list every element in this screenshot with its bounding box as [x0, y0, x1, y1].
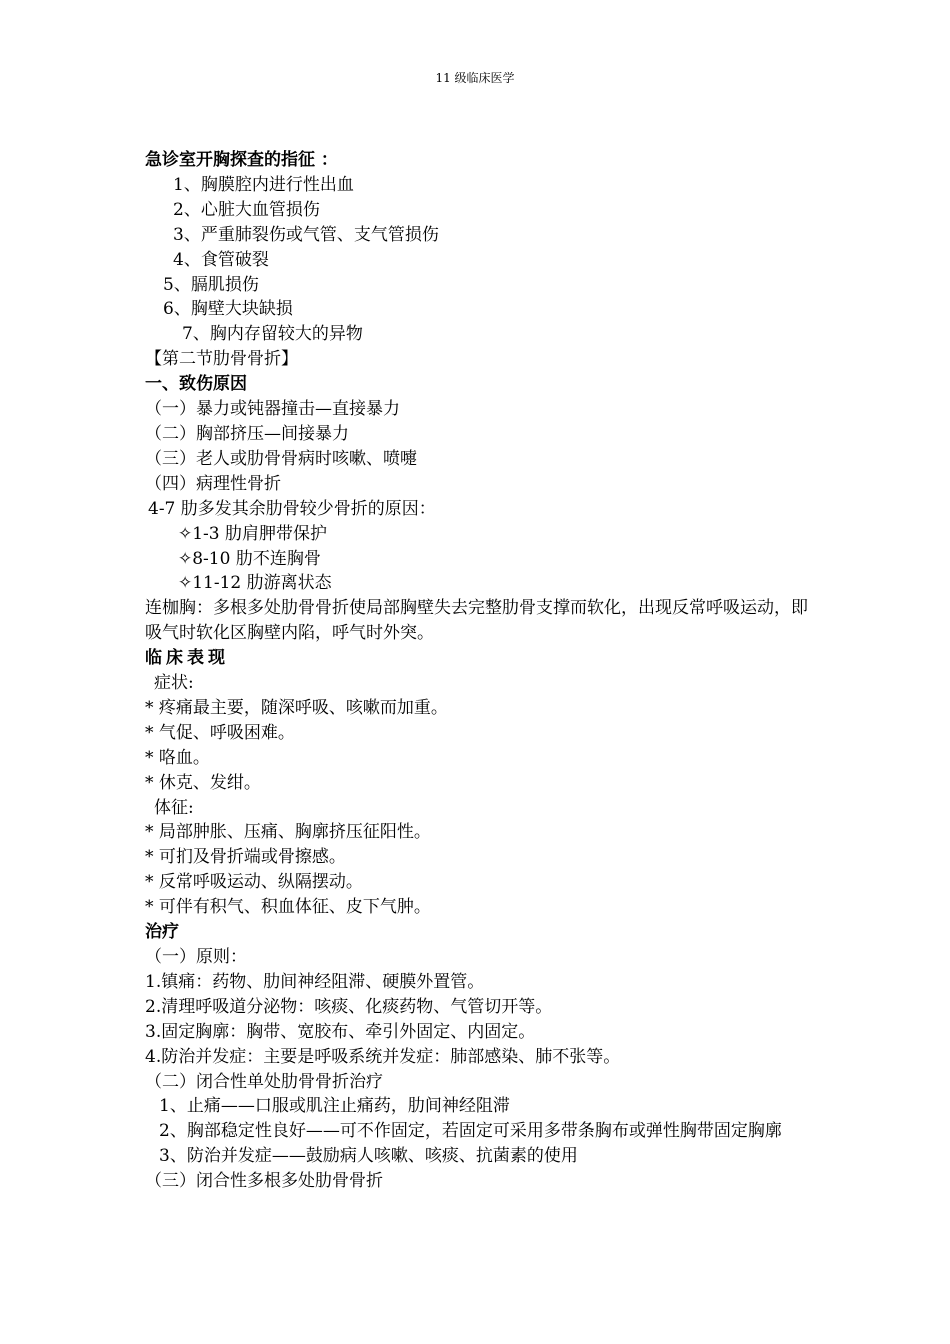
text-line: * 气促、呼吸困难。: [145, 722, 295, 743]
text-line: 1、胸膜腔内进行性出血: [173, 174, 354, 195]
section-heading: 治疗: [145, 922, 179, 943]
section-heading: 一、致伤原因: [145, 374, 247, 395]
text-line: * 咯血。: [145, 747, 210, 768]
text-line: * 局部肿胀、压痛、胸廓挤压征阳性。: [145, 822, 431, 843]
text-line: * 可扪及骨折端或骨擦感。: [145, 847, 346, 868]
text-line: ✧11-12 肋游离状态: [178, 573, 332, 594]
text-line: （一）暴力或钝器撞击—直接暴力: [145, 399, 400, 420]
text-line: 1、止痛——口服或肌注止痛药，肋间神经阻滞: [159, 1096, 510, 1117]
text-line: 7、胸内存留较大的异物: [182, 324, 363, 345]
text-line: ✧8-10 肋不连胸骨: [178, 548, 321, 569]
text-line: 【第二节肋骨骨折】: [145, 349, 298, 370]
text-line: （二）胸部挤压—间接暴力: [145, 423, 349, 444]
text-line: * 休克、发绀。: [145, 772, 261, 793]
text-line: 3.固定胸廓：胸带、宽胶布、牵引外固定、内固定。: [145, 1021, 536, 1042]
text-line: * 可伴有积气、积血体征、皮下气肿。: [145, 897, 431, 918]
section-heading: 临床表现: [145, 648, 229, 669]
text-line: （三）闭合性多根多处肋骨骨折: [145, 1171, 383, 1192]
text-line: （四）病理性骨折: [145, 473, 281, 494]
text-line: 3、严重肺裂伤或气管、支气管损伤: [173, 224, 439, 245]
document-body: [145, 148, 815, 1194]
text-line: * 反常呼吸运动、纵隔摆动。: [145, 872, 363, 893]
text-line: 2.清理呼吸道分泌物：咳痰、化痰药物、气管切开等。: [145, 996, 553, 1017]
text-line: 4、食管破裂: [173, 249, 269, 270]
text-line: 2、心脏大血管损伤: [173, 199, 320, 220]
text-line: （一）原则：: [145, 947, 247, 967]
text-line: 4.防治并发症：主要是呼吸系统并发症：肺部感染、肺不张等。: [145, 1046, 621, 1067]
text-line: 连枷胸：多根多处肋骨骨折使局部胸壁失去完整肋骨支撑而软化，出现反常呼吸运动，即吸气时软化区胸壁内陷，呼气时外突。: [145, 598, 808, 644]
text-line: ✧1-3 肋肩胛带保护: [178, 523, 328, 544]
text-line: 6、胸壁大块缺损: [163, 299, 293, 320]
text-line: * 疼痛最主要，随深呼吸、咳嗽而加重。: [145, 697, 448, 718]
text-line: 4-7 肋多发其余肋骨较少骨折的原因：: [148, 498, 436, 519]
text-line: 5、膈肌损伤: [163, 274, 259, 295]
text-line: （二）闭合性单处肋骨骨折治疗: [145, 1071, 383, 1092]
section-heading: 急诊室开胸探查的指征 ：: [145, 150, 338, 170]
text-line: 症状:: [154, 673, 194, 694]
text-line: （三）老人或肋骨骨病时咳嗽、喷嚏: [145, 448, 417, 469]
text-line: 体征:: [154, 797, 194, 818]
page-header: 11 级临床医学: [435, 71, 515, 85]
text-line: 2、胸部稳定性良好——可不作固定，若固定可采用多带条胸布或弹性胸带固定胸廓: [159, 1121, 782, 1142]
text-line: 1.镇痛：药物、肋间神经阻滞、硬膜外置管。: [145, 971, 485, 992]
text-line: 3、防治并发症——鼓励病人咳嗽、咳痰、抗菌素的使用: [159, 1146, 578, 1167]
